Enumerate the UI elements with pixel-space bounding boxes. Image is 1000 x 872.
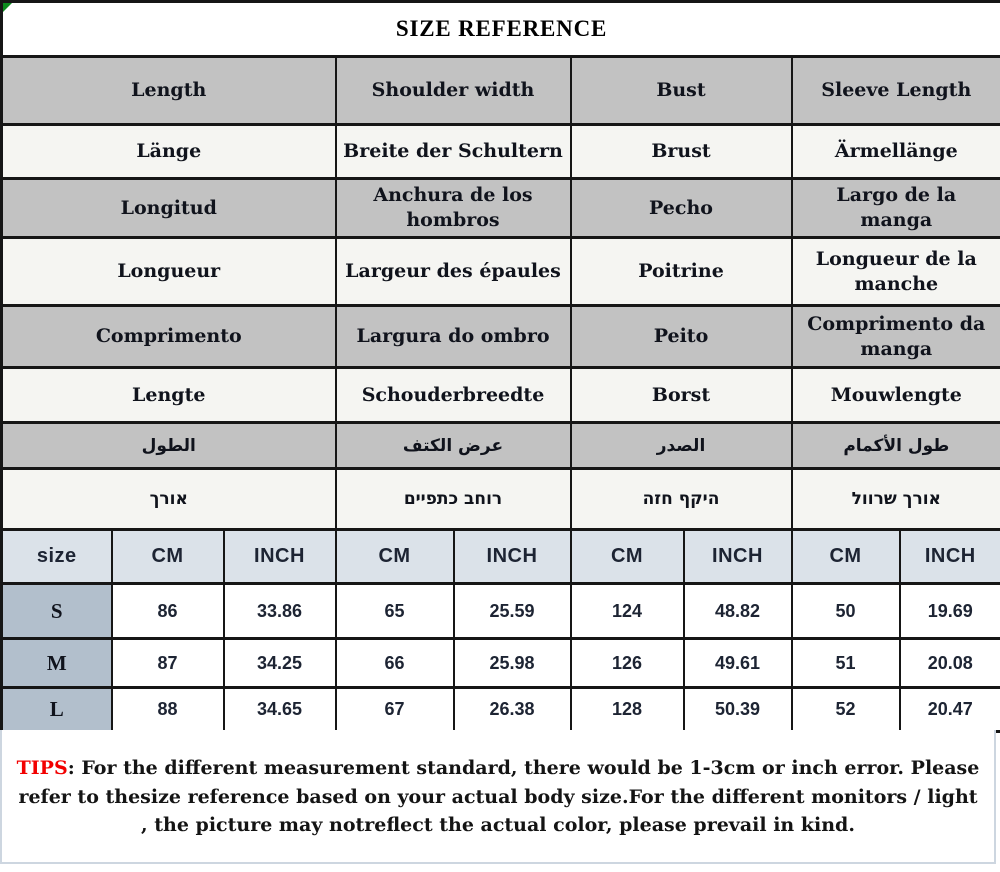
value-M-4: 126 bbox=[571, 639, 684, 688]
value-L-1: 34.65 bbox=[224, 688, 336, 732]
value-M-2: 66 bbox=[336, 639, 454, 688]
lang-cell-es-1: Anchura de los hombros bbox=[336, 179, 571, 238]
lang-cell-nl-1: Schouderbreedte bbox=[336, 368, 571, 423]
size-label-S: S bbox=[2, 584, 112, 639]
lang-cell-en-3: Sleeve Length bbox=[792, 57, 1000, 125]
page-title: SIZE REFERENCE bbox=[2, 2, 1000, 57]
lang-cell-de-2: Brust bbox=[571, 125, 792, 179]
value-M-5: 49.61 bbox=[684, 639, 792, 688]
value-L-4: 128 bbox=[571, 688, 684, 732]
unit-header-3: INCH bbox=[454, 530, 571, 584]
tips-label: TIPS bbox=[16, 757, 68, 779]
value-S-4: 124 bbox=[571, 584, 684, 639]
value-S-5: 48.82 bbox=[684, 584, 792, 639]
value-L-0: 88 bbox=[112, 688, 224, 732]
lang-cell-nl-3: Mouwlengte bbox=[792, 368, 1000, 423]
unit-header-6: CM bbox=[792, 530, 900, 584]
tips-note bbox=[0, 730, 996, 864]
value-M-3: 25.98 bbox=[454, 639, 571, 688]
unit-header-row bbox=[2, 530, 1000, 584]
value-M-1: 34.25 bbox=[224, 639, 336, 688]
lang-row-nl bbox=[2, 368, 1000, 423]
value-L-3: 26.38 bbox=[454, 688, 571, 732]
lang-row-en bbox=[2, 57, 1000, 125]
unit-header-0: CM bbox=[112, 530, 224, 584]
value-S-1: 33.86 bbox=[224, 584, 336, 639]
value-M-6: 51 bbox=[792, 639, 900, 688]
lang-cell-fr-3: Longueur de la manche bbox=[792, 238, 1000, 306]
value-S-6: 50 bbox=[792, 584, 900, 639]
value-S-2: 65 bbox=[336, 584, 454, 639]
lang-cell-es-2: Pecho bbox=[571, 179, 792, 238]
lang-cell-en-0: Length bbox=[2, 57, 336, 125]
value-L-6: 52 bbox=[792, 688, 900, 732]
title-row bbox=[2, 2, 1000, 57]
lang-row-es bbox=[2, 179, 1000, 238]
value-M-0: 87 bbox=[112, 639, 224, 688]
lang-cell-de-1: Breite der Schultern bbox=[336, 125, 571, 179]
size-label-M: M bbox=[2, 639, 112, 688]
lang-cell-en-2: Bust bbox=[571, 57, 792, 125]
lang-cell-pt-0: Comprimento bbox=[2, 306, 336, 368]
lang-row-he bbox=[2, 469, 1000, 530]
unit-header-2: CM bbox=[336, 530, 454, 584]
lang-row-de bbox=[2, 125, 1000, 179]
tips-body: : For the different measurement standard, there would be 1-3cm or inch error. Please refer to thesize reference based on your actual body size.For the different monitors / light , the picture may notreflect the actual color, please prevail in kind. bbox=[18, 757, 980, 836]
value-S-3: 25.59 bbox=[454, 584, 571, 639]
size-column-header: size bbox=[2, 530, 112, 584]
lang-cell-he-0: אורך bbox=[2, 469, 336, 530]
lang-row-ar bbox=[2, 423, 1000, 469]
lang-row-pt bbox=[2, 306, 1000, 368]
lang-cell-he-2: היקף חזה bbox=[571, 469, 792, 530]
lang-cell-fr-1: Largeur des épaules bbox=[336, 238, 571, 306]
lang-cell-nl-0: Lengte bbox=[2, 368, 336, 423]
corner-marker-icon bbox=[3, 3, 12, 12]
lang-row-fr bbox=[2, 238, 1000, 306]
size-label-L: L bbox=[2, 688, 112, 732]
lang-cell-pt-3: Comprimento da manga bbox=[792, 306, 1000, 368]
value-S-7: 19.69 bbox=[900, 584, 1000, 639]
value-L-5: 50.39 bbox=[684, 688, 792, 732]
lang-cell-nl-2: Borst bbox=[571, 368, 792, 423]
lang-cell-de-3: Ärmellänge bbox=[792, 125, 1000, 179]
lang-cell-fr-0: Longueur bbox=[2, 238, 336, 306]
unit-header-5: INCH bbox=[684, 530, 792, 584]
value-M-7: 20.08 bbox=[900, 639, 1000, 688]
value-L-2: 67 bbox=[336, 688, 454, 732]
size-row-L bbox=[2, 688, 1000, 732]
lang-cell-en-1: Shoulder width bbox=[336, 57, 571, 125]
lang-cell-he-3: אורך שרוול bbox=[792, 469, 1000, 530]
lang-cell-pt-2: Peito bbox=[571, 306, 792, 368]
lang-cell-he-1: רוחב כתפיים bbox=[336, 469, 571, 530]
value-S-0: 86 bbox=[112, 584, 224, 639]
lang-cell-es-3: Largo de la manga bbox=[792, 179, 1000, 238]
size-row-S bbox=[2, 584, 1000, 639]
lang-cell-ar-1: عرض الكتف bbox=[336, 423, 571, 469]
lang-cell-ar-2: الصدر bbox=[571, 423, 792, 469]
lang-cell-es-0: Longitud bbox=[2, 179, 336, 238]
unit-header-7: INCH bbox=[900, 530, 1000, 584]
unit-header-1: INCH bbox=[224, 530, 336, 584]
unit-header-4: CM bbox=[571, 530, 684, 584]
lang-cell-pt-1: Largura do ombro bbox=[336, 306, 571, 368]
lang-cell-ar-3: طول الأكمام bbox=[792, 423, 1000, 469]
lang-cell-de-0: Länge bbox=[2, 125, 336, 179]
lang-cell-fr-2: Poitrine bbox=[571, 238, 792, 306]
lang-cell-ar-0: الطول bbox=[2, 423, 336, 469]
size-row-M bbox=[2, 639, 1000, 688]
value-L-7: 20.47 bbox=[900, 688, 1000, 732]
